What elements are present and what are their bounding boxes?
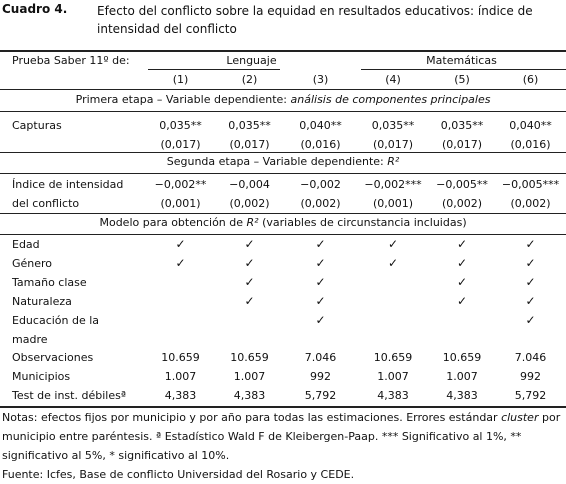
se-cell: (0,001) [372,197,414,210]
row-label: Test de inst. débilesª [12,389,126,402]
check-icon: ✓ [244,237,255,251]
group-rule-matematicas [361,69,566,70]
col-header: (3) [312,73,329,86]
group-matematicas: Matemáticas [426,54,497,67]
group-rule-lenguaje [148,69,280,70]
table-notes [2,408,564,484]
coef-cell: 0,040** [299,119,342,132]
se-cell: (0,017) [372,138,414,151]
table-row [0,116,566,135]
check-icon: ✓ [244,256,255,270]
check-icon: ✓ [525,256,536,270]
empty-cell [146,311,215,330]
coef-cell: 0,035** [371,119,415,132]
check-icon: ✓ [315,294,326,308]
row-label: Género [12,257,53,270]
section-title: Segunda etapa – Variable dependiente: R² [166,155,400,168]
empty-cell [215,330,284,349]
table-row [0,254,566,273]
table-row [0,311,566,330]
coef-cell: 0,035** [159,119,202,132]
table-row [0,386,566,405]
empty-cell [146,273,215,292]
stat-cell: 10.659 [161,351,200,364]
check-icon: ✓ [456,294,468,308]
col-header: (4) [385,73,401,86]
row-label: madre [12,333,48,346]
coef-cell: 0,040** [509,119,552,132]
table-row [0,330,566,349]
column-header [0,51,566,89]
coef-cell: 0,035** [440,119,484,132]
check-icon: ✓ [175,237,186,251]
stat-cell: 5,792 [514,389,547,402]
stat-cell: 4,383 [233,389,266,402]
check-icon: ✓ [244,275,255,289]
circumstance-table [0,235,566,349]
coef-cell: −0,004 [229,178,270,191]
stat-cell: 5,792 [304,389,337,402]
se-cell: (0,017) [441,138,483,151]
check-icon: ✓ [525,313,536,327]
row-label: Observaciones [12,351,94,364]
stats-table [0,348,566,405]
table-title: Efecto del conflicto sobre la equidad en resultados educativos: índice de intensidad del conflicto [97,4,533,36]
se-cell: (0,002) [229,197,270,210]
se-cell: (0,016) [300,138,341,151]
row-label: Naturaleza [12,295,72,308]
col-header: (1) [172,73,189,86]
table-row [0,194,566,213]
table-row [0,235,566,254]
check-icon: ✓ [315,256,326,270]
check-icon: ✓ [456,256,468,270]
intensidad-block [0,175,566,213]
row-label: Municipios [12,370,71,383]
stat-cell: 992 [310,370,331,383]
col-header: (2) [241,73,258,86]
col-header: (6) [522,73,539,86]
empty-cell [357,273,429,292]
table-row [0,367,566,386]
empty-cell [284,330,357,349]
empty-cell [357,292,429,311]
check-icon: ✓ [315,275,326,289]
se-cell: (0,017) [229,138,270,151]
section-rule [0,111,566,112]
stat-cell: 4,383 [164,389,197,402]
empty-cell [357,330,429,349]
check-icon: ✓ [315,237,326,251]
notes-text: Notas: efectos fijos por municipio y por año para todas las estimaciones. Errores estándar cluster por municipio entre paréntesis. ª Estadístico Wald F de Kleibergen-Paap. *** Significativo al 1%, ** significativo al 5%, * significativo al 10%. [2,411,561,462]
check-icon: ✓ [315,313,326,327]
coef-cell: 0,035** [228,119,271,132]
coef-cell: −0,002** [154,178,207,191]
empty-cell [429,311,495,330]
row-label: del conflicto [12,197,80,210]
stat-cell: 7.046 [514,351,547,364]
section-rule [0,173,566,174]
empty-cell [146,292,215,311]
table-row [0,175,566,194]
group-lenguaje: Lenguaje [226,54,277,67]
check-icon: ✓ [244,294,255,308]
se-cell: (0,002) [300,197,341,210]
stat-cell: 10.659 [442,351,482,364]
coef-cell: −0,002*** [364,178,422,191]
empty-cell [495,330,566,349]
check-icon: ✓ [525,275,536,289]
stat-cell: 10.659 [230,351,269,364]
row-label: Índice de intensidad [12,178,124,191]
coef-cell: −0,005** [436,178,488,191]
row-label: Tamaño clase [12,276,87,289]
col-header: (5) [454,73,470,86]
check-icon: ✓ [525,237,536,251]
table-caption [0,0,566,44]
stat-cell: 4,383 [377,389,409,402]
check-icon: ✓ [387,256,399,270]
check-icon: ✓ [387,237,399,251]
empty-cell [357,311,429,330]
stat-cell: 1.007 [446,370,478,383]
stat-cell: 10.659 [373,351,413,364]
section-first-stage [0,90,566,109]
table-row [0,348,566,367]
section-title: Primera etapa – Variable dependiente: análisis de componentes principales [75,93,491,106]
check-icon: ✓ [456,275,468,289]
se-cell: (0,017) [160,138,201,151]
stat-cell: 992 [520,370,541,383]
stat-cell: 7.046 [304,351,337,364]
coef-cell: −0,005*** [501,178,560,191]
coef-cell: −0,002 [300,178,341,191]
source-text: Fuente: Icfes, Base de conflicto Universidad del Rosario y CEDE. [2,468,355,481]
table-row [0,273,566,292]
capturas-block [0,116,566,154]
row-label: Edad [12,238,40,251]
empty-cell [146,330,215,349]
check-icon: ✓ [175,256,186,270]
row-label: Capturas [12,119,62,132]
stat-cell: 4,383 [446,389,478,402]
se-cell: (0,002) [441,197,483,210]
empty-cell [429,330,495,349]
stat-cell: 1.007 [233,370,266,383]
se-cell: (0,016) [510,138,551,151]
empty-cell [215,311,284,330]
table-number: Cuadro 4. [2,2,68,16]
stub-header: Prueba Saber 11º de: [12,54,130,67]
check-icon: ✓ [456,237,468,251]
section-second-stage [0,152,566,171]
section-title: Modelo para obtención de R² (variables de circunstancia incluidas) [99,216,467,229]
stat-cell: 1.007 [164,370,197,383]
stat-cell: 1.007 [377,370,409,383]
check-icon: ✓ [525,294,536,308]
table-row [0,292,566,311]
row-label: Educación de la [12,314,100,327]
section-model [0,213,566,232]
se-cell: (0,002) [510,197,551,210]
se-cell: (0,001) [160,197,201,210]
